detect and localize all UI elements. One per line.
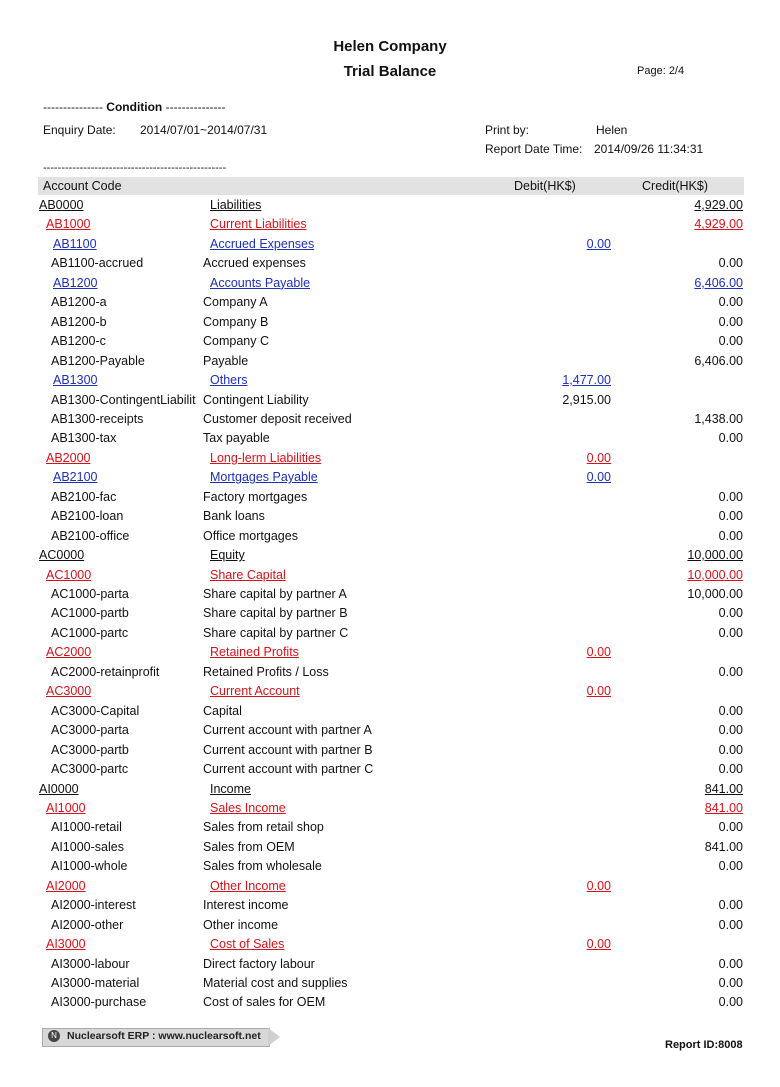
condition-heading: --------------- Condition --------------- bbox=[43, 100, 226, 114]
header-account-code: Account Code bbox=[43, 179, 122, 193]
table-row[interactable] bbox=[0, 682, 780, 701]
table-row bbox=[0, 760, 780, 779]
account-description: Capital bbox=[203, 703, 242, 718]
account-description: Factory mortgages bbox=[203, 489, 308, 504]
debit-amount[interactable]: 0.00 bbox=[586, 684, 611, 699]
account-description[interactable]: Share Capital bbox=[210, 567, 286, 582]
account-description[interactable]: Current Account bbox=[210, 684, 300, 699]
table-row bbox=[0, 624, 780, 643]
credit-amount: 0.00 bbox=[718, 295, 743, 310]
table-row[interactable] bbox=[0, 935, 780, 954]
account-description: Payable bbox=[203, 353, 249, 368]
table-row bbox=[0, 429, 780, 448]
credit-amount: 0.00 bbox=[718, 898, 743, 913]
table-row bbox=[0, 838, 780, 857]
table-row[interactable] bbox=[0, 877, 780, 896]
table-row[interactable] bbox=[0, 780, 780, 799]
account-description[interactable]: Other Income bbox=[210, 878, 286, 893]
table-row bbox=[0, 352, 780, 371]
account-description: Share capital by partner B bbox=[203, 606, 348, 621]
credit-amount: 0.00 bbox=[718, 995, 743, 1010]
account-code[interactable]: AB0000 bbox=[39, 198, 84, 212]
account-description[interactable]: Long-lerm Liabilities bbox=[210, 450, 322, 465]
account-description: Current account with partner A bbox=[203, 723, 372, 738]
account-code: AC1000-parta bbox=[51, 587, 129, 601]
account-code: AI2000-interest bbox=[51, 898, 136, 913]
page-value: 2/4 bbox=[668, 65, 685, 77]
page-label: Page: bbox=[637, 65, 666, 77]
table-row bbox=[0, 604, 780, 623]
credit-amount: 0.00 bbox=[718, 762, 743, 777]
table-row bbox=[0, 488, 780, 507]
nuclearsoft-logo-icon: N bbox=[48, 1030, 60, 1042]
credit-amount: 0.00 bbox=[718, 256, 743, 271]
debit-amount[interactable]: 0.00 bbox=[586, 236, 611, 251]
account-code[interactable]: AB1000 bbox=[46, 217, 91, 232]
credit-amount: 10,000.00 bbox=[687, 587, 743, 601]
table-row bbox=[0, 896, 780, 915]
account-code: AB1100-accrued bbox=[51, 256, 144, 271]
table-row bbox=[0, 721, 780, 740]
account-code[interactable]: AB1200 bbox=[53, 275, 98, 290]
table-row[interactable] bbox=[0, 274, 780, 293]
credit-amount[interactable]: 4,929.00 bbox=[694, 198, 743, 212]
account-description: Material cost and supplies bbox=[203, 976, 348, 990]
account-code: AI1000-retail bbox=[51, 820, 122, 835]
account-code: AI3000-labour bbox=[51, 956, 130, 971]
header-debit: Debit(HK$) bbox=[514, 179, 576, 193]
account-code[interactable]: AI3000 bbox=[46, 937, 86, 952]
account-description: Tax payable bbox=[203, 431, 270, 446]
credit-amount: 0.00 bbox=[718, 723, 743, 738]
account-code: AB2100-office bbox=[51, 528, 130, 543]
account-code: AB1300-tax bbox=[51, 431, 117, 446]
table-row[interactable] bbox=[0, 643, 780, 662]
account-code: AC1000-partb bbox=[51, 606, 129, 621]
account-description: Bank loans bbox=[203, 509, 265, 524]
account-code: AI2000-other bbox=[51, 917, 124, 932]
account-code: AI1000-sales bbox=[51, 839, 124, 854]
print-by-label: Print by: bbox=[485, 123, 530, 137]
credit-amount: 0.00 bbox=[718, 431, 743, 446]
account-description[interactable]: Others bbox=[210, 373, 248, 388]
table-row[interactable] bbox=[0, 566, 780, 585]
table-row bbox=[0, 916, 780, 935]
table-row bbox=[0, 974, 780, 993]
account-code[interactable]: AC0000 bbox=[39, 548, 85, 563]
account-code: AB2100-loan bbox=[51, 509, 124, 524]
account-code[interactable]: AC2000 bbox=[46, 645, 92, 660]
account-description: Current account with partner B bbox=[203, 742, 373, 757]
credit-amount: 0.00 bbox=[718, 956, 743, 971]
account-code: AC3000-Capital bbox=[51, 703, 140, 718]
account-code[interactable]: AI0000 bbox=[39, 781, 79, 796]
table-row bbox=[0, 527, 780, 546]
credit-amount: 1,438.00 bbox=[694, 411, 743, 426]
credit-amount: 0.00 bbox=[718, 625, 743, 640]
table-row[interactable] bbox=[0, 546, 780, 565]
account-code[interactable]: AB1100 bbox=[53, 236, 97, 251]
credit-amount: 0.00 bbox=[718, 314, 743, 329]
table-row bbox=[0, 391, 780, 410]
account-description: Sales from OEM bbox=[203, 839, 295, 854]
account-description: Interest income bbox=[203, 898, 289, 913]
table-row bbox=[0, 585, 780, 604]
account-description[interactable]: Accrued Expenses bbox=[210, 236, 315, 251]
account-code: AC3000-partc bbox=[51, 762, 129, 777]
table-row bbox=[0, 857, 780, 876]
debit-amount[interactable]: 0.00 bbox=[586, 470, 611, 485]
credit-amount: 0.00 bbox=[718, 606, 743, 621]
credit-amount[interactable]: 841.00 bbox=[704, 781, 743, 796]
table-row bbox=[0, 663, 780, 682]
debit-amount[interactable]: 0.00 bbox=[586, 450, 611, 465]
table-row bbox=[0, 410, 780, 429]
debit-amount[interactable]: 0.00 bbox=[586, 937, 611, 952]
table-row bbox=[0, 254, 780, 273]
account-code[interactable]: AB2100 bbox=[53, 470, 98, 485]
table-row[interactable] bbox=[0, 235, 780, 254]
credit-amount: 0.00 bbox=[718, 742, 743, 757]
account-code: AI3000-purchase bbox=[51, 995, 147, 1010]
account-code[interactable]: AC3000 bbox=[46, 684, 92, 699]
account-code: AB1300-receipts bbox=[51, 411, 144, 426]
report-time-value: 2014/09/26 11:34:31 bbox=[594, 142, 704, 156]
account-description: Contingent Liability bbox=[203, 392, 309, 407]
account-code: AC2000-retainprofit bbox=[51, 664, 160, 679]
account-description: Accrued expenses bbox=[203, 256, 306, 271]
credit-amount[interactable]: 4,929.00 bbox=[694, 217, 743, 232]
account-description[interactable]: Equity bbox=[210, 548, 245, 563]
account-description: Direct factory labour bbox=[203, 956, 315, 971]
credit-amount: 0.00 bbox=[718, 489, 743, 504]
account-code: AB1200-c bbox=[51, 334, 106, 349]
table-row bbox=[0, 955, 780, 974]
credit-amount: 0.00 bbox=[718, 703, 743, 718]
print-by-value: Helen bbox=[596, 123, 628, 137]
debit-amount[interactable]: 1,477.00 bbox=[562, 373, 611, 388]
table-row[interactable] bbox=[0, 449, 780, 468]
credit-amount: 0.00 bbox=[718, 976, 743, 990]
account-code: AB1200-a bbox=[51, 295, 107, 310]
account-code: AI3000-material bbox=[51, 976, 140, 990]
table-row[interactable] bbox=[0, 799, 780, 818]
account-code[interactable]: AB1300 bbox=[53, 373, 98, 388]
credit-amount: 841.00 bbox=[704, 839, 743, 854]
header-credit: Credit(HK$) bbox=[642, 179, 708, 193]
account-description[interactable]: Cost of Sales bbox=[210, 937, 285, 952]
credit-amount[interactable]: 10,000.00 bbox=[687, 548, 743, 563]
banner-arrow-icon bbox=[268, 1028, 280, 1046]
credit-amount: 0.00 bbox=[718, 917, 743, 932]
account-description: Cost of sales for OEM bbox=[203, 995, 326, 1010]
account-description[interactable]: Mortgages Payable bbox=[210, 470, 318, 485]
account-code: AB2100-fac bbox=[51, 489, 117, 504]
account-code[interactable]: AI2000 bbox=[46, 878, 86, 893]
account-description: Office mortgages bbox=[203, 528, 298, 543]
table-row bbox=[0, 313, 780, 332]
credit-amount: 6,406.00 bbox=[694, 353, 743, 368]
table-row bbox=[0, 741, 780, 760]
account-code: AB1300-ContingentLiabilit bbox=[51, 392, 196, 407]
table-row[interactable] bbox=[0, 468, 780, 487]
credit-amount[interactable]: 10,000.00 bbox=[687, 567, 743, 582]
condition-label: Condition bbox=[106, 100, 163, 114]
table-row bbox=[0, 702, 780, 721]
table-row[interactable] bbox=[0, 371, 780, 390]
credit-amount: 0.00 bbox=[718, 859, 743, 874]
account-description[interactable]: Income bbox=[210, 781, 251, 796]
table-row bbox=[0, 818, 780, 837]
credit-amount[interactable]: 841.00 bbox=[704, 800, 743, 815]
credit-amount: 0.00 bbox=[718, 509, 743, 524]
table-header bbox=[38, 177, 744, 195]
account-description: Customer deposit received bbox=[203, 411, 352, 426]
page-indicator bbox=[637, 65, 684, 77]
table-row bbox=[0, 332, 780, 351]
report-title: Trial Balance bbox=[343, 63, 437, 80]
table-row[interactable] bbox=[0, 215, 780, 234]
credit-amount: 0.00 bbox=[718, 820, 743, 835]
debit-amount[interactable]: 0.00 bbox=[586, 645, 611, 660]
account-description: Company A bbox=[203, 295, 268, 310]
table-row bbox=[0, 993, 780, 1012]
enquiry-date-value: 2014/07/01~2014/07/31 bbox=[140, 123, 268, 137]
account-description: Sales from retail shop bbox=[203, 820, 324, 835]
debit-amount: 2,915.00 bbox=[562, 392, 611, 407]
account-description: Company B bbox=[203, 314, 269, 329]
account-code[interactable]: AI1000 bbox=[46, 800, 86, 815]
account-description: Share capital by partner A bbox=[203, 587, 347, 601]
account-code: AC3000-parta bbox=[51, 723, 129, 738]
account-description: Sales from wholesale bbox=[203, 859, 322, 874]
table-row bbox=[0, 507, 780, 526]
account-code: AB1200-b bbox=[51, 314, 107, 329]
account-code: AB1200-Payable bbox=[51, 353, 145, 368]
account-description[interactable]: Retained Profits bbox=[210, 645, 299, 660]
debit-amount[interactable]: 0.00 bbox=[586, 878, 611, 893]
table-row bbox=[0, 293, 780, 312]
account-code: AC1000-partc bbox=[51, 625, 129, 640]
account-code: AI1000-whole bbox=[51, 859, 128, 874]
account-description: Share capital by partner C bbox=[203, 625, 349, 640]
report-time-label: Report Date Time: bbox=[485, 142, 583, 156]
footer-brand bbox=[42, 1028, 278, 1045]
account-description[interactable]: Liabilities bbox=[210, 198, 262, 212]
account-description[interactable]: Sales Income bbox=[210, 800, 286, 815]
account-description: Retained Profits / Loss bbox=[203, 664, 329, 679]
account-description[interactable]: Accounts Payable bbox=[210, 275, 311, 290]
report-id: Report ID:8008 bbox=[665, 1039, 743, 1051]
account-code[interactable]: AB2000 bbox=[46, 450, 91, 465]
enquiry-date-label: Enquiry Date: bbox=[43, 123, 116, 137]
credit-amount: 0.00 bbox=[718, 664, 743, 679]
divider: -------------------------------------------------- bbox=[43, 162, 227, 174]
account-code: AC3000-partb bbox=[51, 742, 129, 757]
company-name: Helen Company bbox=[333, 38, 447, 55]
account-description: Other income bbox=[203, 917, 279, 932]
account-description: Current account with partner C bbox=[203, 762, 374, 777]
account-description[interactable]: Current Liabilities bbox=[210, 217, 307, 232]
account-code[interactable]: AC1000 bbox=[46, 567, 92, 582]
table-row[interactable] bbox=[0, 196, 780, 215]
credit-amount: 0.00 bbox=[718, 334, 743, 349]
credit-amount: 0.00 bbox=[718, 528, 743, 543]
account-description: Company C bbox=[203, 334, 269, 349]
brand-text: Nuclearsoft ERP : www.nuclearsoft.net bbox=[67, 1030, 261, 1042]
credit-amount[interactable]: 6,406.00 bbox=[694, 275, 743, 290]
